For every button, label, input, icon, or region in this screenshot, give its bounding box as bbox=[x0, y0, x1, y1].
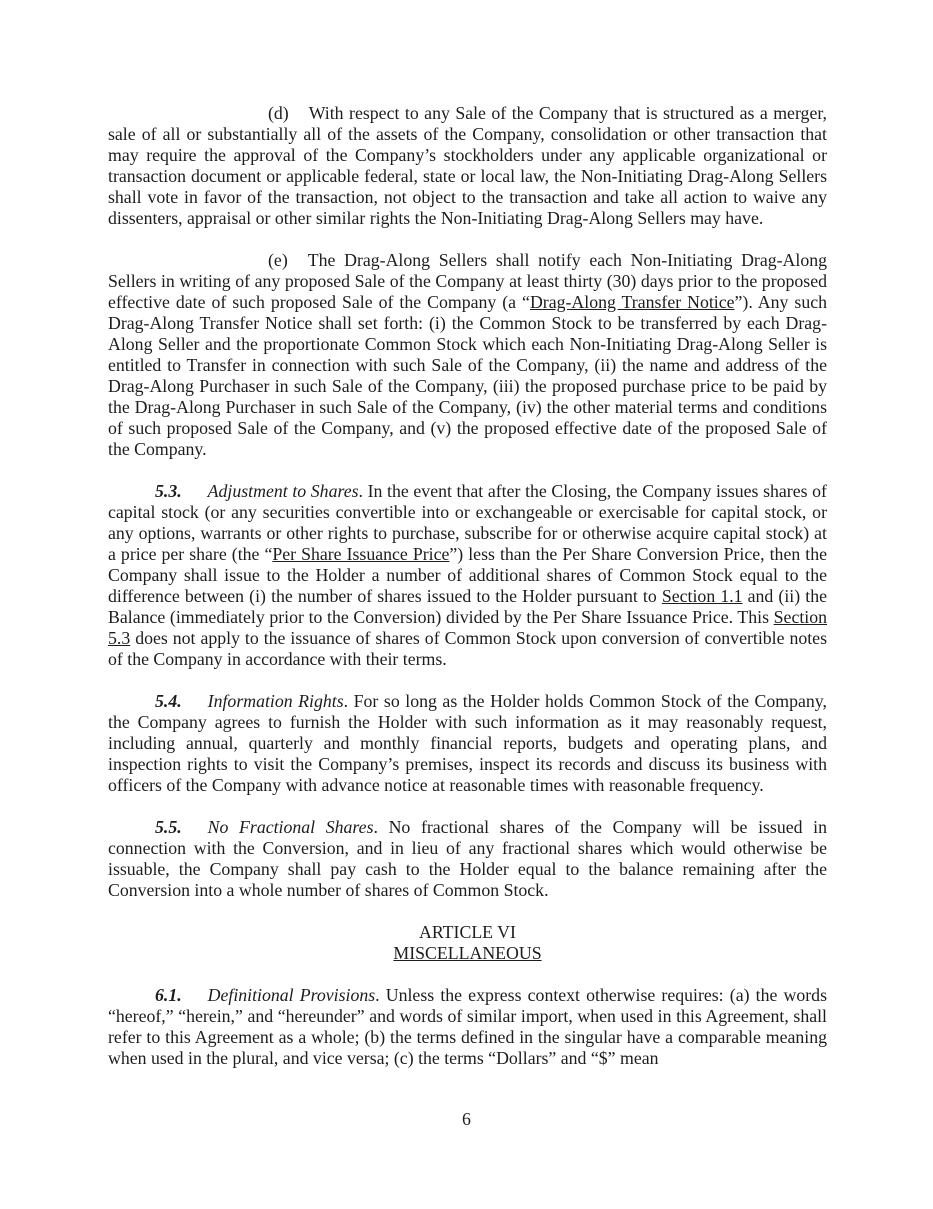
paragraph-d-label: (d) bbox=[268, 103, 289, 123]
article-vi-heading bbox=[108, 922, 827, 964]
paragraph-e bbox=[108, 250, 827, 460]
section-5-4-title: Information Rights bbox=[207, 691, 344, 711]
paragraph-e-text: The Drag-Along Sellers shall notify each Non-Initiating Drag-Along Sellers in writing of any proposed Sale of the Company at least thirty (30) days prior to the proposed effective date of such proposed Sale of the Company (a “ bbox=[108, 250, 827, 312]
section-6-1 bbox=[108, 985, 827, 1069]
section-5-3-number: 5.3. bbox=[155, 481, 182, 501]
paragraph-d-text: With respect to any Sale of the Company that is structured as a merger, sale of all or substantially all of the assets of the Company, consolidation or other transaction that may require the approval of the Company’s stockholders under any applicable organizational or transaction document or applicable federal, state or local law, the Non-Initiating Drag-Along Sellers shall vote in favor of the transaction, not object to the transaction and take all action to waive any dissenters, appraisal or other similar rights the Non-Initiating Drag-Along Sellers may have. bbox=[108, 103, 827, 228]
cross-reference-section-5-3: Section 5.3 bbox=[108, 607, 827, 648]
section-5-4-number: 5.4. bbox=[155, 691, 182, 711]
section-6-1-text: . Unless the express context otherwise requires: (a) the words “hereof,” “herein,” and “hereunder” and words of similar import, when used in this Agreement, shall refer to this Agreement as a whole; (b) the terms defined in the singular have a comparable meaning when used in the plural, and vice versa; (c) the terms “Dollars” and “$” mean bbox=[108, 985, 827, 1068]
article-vi-title: ARTICLE VI bbox=[419, 922, 516, 942]
cross-reference-section-1-1: Section 1.1 bbox=[661, 586, 743, 606]
paragraph-d bbox=[108, 103, 827, 229]
defined-term-per-share-issuance-price: Per Share Issuance Price bbox=[272, 544, 450, 564]
paragraph-e-text: ”). Any such Drag-Along Transfer Notice shall set forth: (i) the Common Stock to be transferred by each Drag-Along Seller and the proportionate Common Stock which each Non-Initiating Drag-Along Seller is entitled to Transfer in connection with such Sale of the Company, (ii) the name and address of the Drag-Along Purchaser in such Sale of the Company, (iii) the proposed purchase price to be paid by the Drag-Along Purchaser in such Sale of the Company, (iv) the other material terms and conditions of such proposed Sale of the Company, and (v) the proposed effective date of the proposed Sale of the Company. bbox=[108, 292, 827, 459]
section-5-4-text: . For so long as the Holder holds Common Stock of the Company, the Company agrees to furnish the Holder with such information as it may reasonably request, including annual, quarterly and monthly financial reports, budgets and operating plans, and inspection rights to visit the Company’s premises, inspect its records and discuss its business with officers of the Company with advance notice at reasonable times with reasonable frequency. bbox=[108, 691, 827, 795]
section-5-3-title: Adjustment to Shares bbox=[207, 481, 359, 501]
section-5-5-number: 5.5. bbox=[155, 817, 182, 837]
section-5-4 bbox=[108, 691, 827, 796]
page-number: 6 bbox=[462, 1109, 471, 1129]
section-5-5 bbox=[108, 817, 827, 901]
paragraph-e-label: (e) bbox=[268, 250, 288, 270]
section-6-1-title: Definitional Provisions bbox=[207, 985, 376, 1005]
section-6-1-number: 6.1. bbox=[155, 985, 182, 1005]
article-vi-subtitle: MISCELLANEOUS bbox=[393, 943, 542, 963]
section-5-3-text: does not apply to the issuance of shares of Common Stock upon conversion of convertible notes of the Company in accordance with their terms. bbox=[108, 628, 827, 669]
section-5-3 bbox=[108, 481, 827, 670]
section-5-3-text: and (ii) the Balance (immediately prior to the Conversion) divided by the Per Share Issuance Price. This bbox=[108, 586, 827, 627]
section-5-5-text: . No fractional shares of the Company will be issued in connection with the Conversion, and in lieu of any fractional shares which would otherwise be issuable, the Company shall pay cash to the Holder equal to the balance remaining after the Conversion into a whole number of shares of Common Stock. bbox=[108, 817, 827, 900]
document-body bbox=[108, 103, 827, 1090]
section-5-5-title: No Fractional Shares bbox=[207, 817, 374, 837]
section-5-3-text: ”) less than the Per Share Conversion Price, then the Company shall issue to the Holder a number of additional shares of Common Stock equal to the difference between (i) the number of shares issued to the Holder pursuant to bbox=[108, 544, 827, 606]
section-5-3-text: . In the event that after the Closing, the Company issues shares of capital stock (or any securities convertible into or exchangeable or exercisable for capital stock, or any options, warrants or other rights to purchase, subscribe for or otherwise acquire capital stock) at a price per share (the “ bbox=[108, 481, 827, 564]
defined-term-drag-along-transfer-notice: Drag-Along Transfer Notice bbox=[529, 292, 735, 312]
